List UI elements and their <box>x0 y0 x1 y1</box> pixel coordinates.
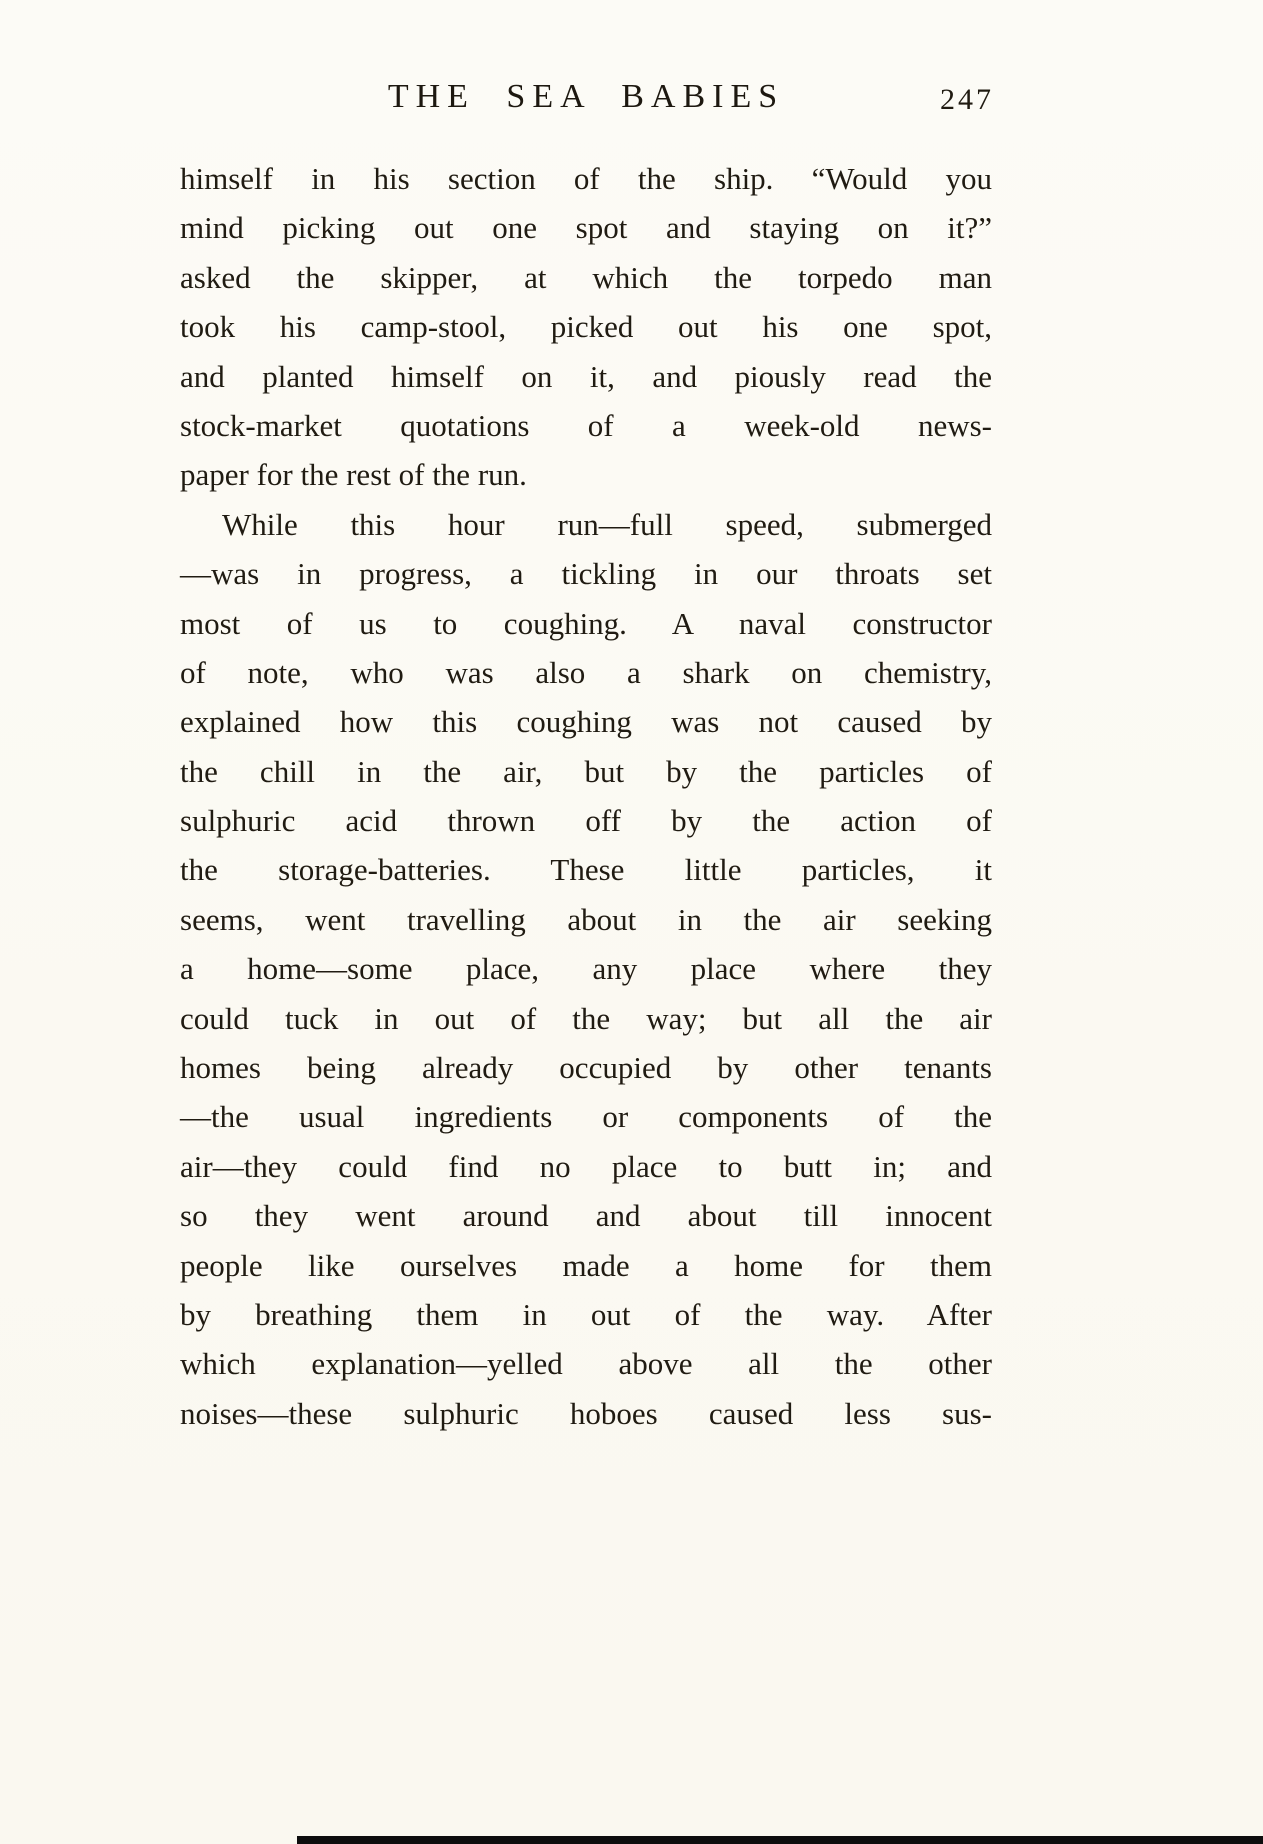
text-line: homes being already occupied by other tenants <box>180 1050 992 1086</box>
text-line: which explanation—yelled above all the other <box>180 1346 992 1382</box>
text-line: by breathing them in out of the way. After <box>180 1296 992 1332</box>
page-body <box>180 154 992 1438</box>
text-line: the storage-batteries. These little particles, it <box>180 852 992 888</box>
text-line: of note, who was also a shark on chemistry, <box>180 654 992 690</box>
text-line: seems, went travelling about in the air seeking <box>180 901 992 937</box>
scan-edge-artifact <box>297 1836 1263 1844</box>
running-head-title: THE SEA BABIES <box>387 78 785 115</box>
paragraph <box>180 500 992 1438</box>
text-line: —the usual ingredients or components of the <box>180 1099 992 1135</box>
page-header <box>180 78 992 130</box>
text-line: explained how this coughing was not caused by <box>180 704 992 740</box>
text-line: people like ourselves made a home for them <box>180 1247 992 1283</box>
text-line: took his camp-stool, picked out his one spot, <box>180 309 992 345</box>
text-line: air—they could find no place to butt in; and <box>180 1148 992 1184</box>
paragraph <box>180 154 992 500</box>
text-line: asked the skipper, at which the torpedo man <box>180 259 992 295</box>
text-line: stock-market quotations of a week-old news- <box>180 407 992 443</box>
text-line: a home—some place, any place where they <box>180 951 992 987</box>
text-line: paper for the rest of the run. <box>180 457 527 493</box>
text-line: most of us to coughing. A naval constructor <box>180 605 992 641</box>
text-line: could tuck in out of the way; but all the air <box>180 1000 992 1036</box>
text-line: and planted himself on it, and piously read the <box>180 358 992 394</box>
text-line: While this hour run—full speed, submerged <box>222 506 992 542</box>
text-line: so they went around and about till innocent <box>180 1198 992 1234</box>
text-line: sulphuric acid thrown off by the action of <box>180 803 992 839</box>
text-line: himself in his section of the ship. “Would you <box>180 161 992 196</box>
text-column <box>180 78 992 1438</box>
text-line: the chill in the air, but by the particles of <box>180 753 992 789</box>
page-number: 247 <box>940 83 994 116</box>
text-line: noises—these sulphuric hoboes caused less sus- <box>180 1395 992 1431</box>
text-line: —was in progress, a tickling in our throats set <box>180 556 992 592</box>
text-line: mind picking out one spot and staying on it?” <box>180 210 992 246</box>
